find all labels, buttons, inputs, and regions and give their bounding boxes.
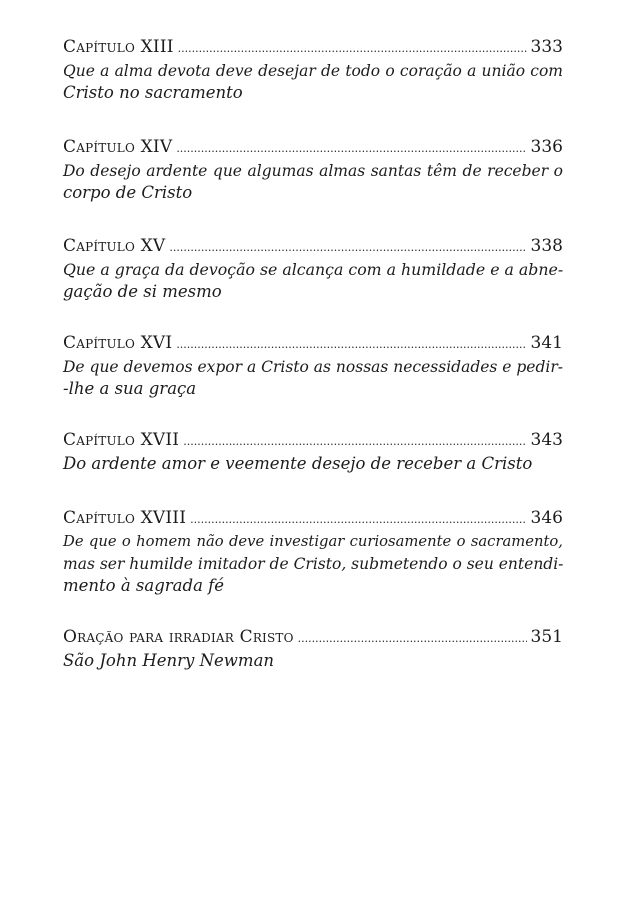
- toc-entry-title: Capítulo XVI: [63, 333, 173, 353]
- dot-leader: [298, 626, 527, 650]
- description-line: São John Henry Newman: [63, 651, 275, 670]
- toc-entry-page-number: 338: [530, 236, 563, 256]
- toc-entry: [63, 626, 563, 672]
- toc-entry-header: [63, 429, 563, 453]
- dot-leader: [176, 136, 526, 160]
- toc-entry: [63, 332, 563, 400]
- description-line: corpo de Cristo: [63, 183, 193, 202]
- dot-leader: [176, 332, 526, 356]
- toc-entry-title: Capítulo XVIII: [63, 508, 187, 528]
- toc-entry-title: Capítulo XIV: [63, 137, 173, 157]
- description-line: Do ardente amor e veemente desejo de receber a Cristo: [63, 454, 533, 473]
- description-line: De que o homem não deve investigar curiosamente o sacramento,: [63, 533, 563, 550]
- dot-leader: [190, 507, 526, 531]
- toc-entry-title: Oração para irradiar Cristo: [63, 627, 294, 647]
- toc-entry: [63, 507, 563, 597]
- toc-entry-header: [63, 136, 563, 160]
- toc-entry-page-number: 343: [530, 430, 563, 450]
- toc-entry-header: [63, 626, 563, 650]
- toc-entry-title: Capítulo XIII: [63, 37, 174, 57]
- toc-entry-description: [63, 356, 563, 400]
- toc-entry-description: [63, 259, 563, 303]
- description-line: Que a graça da devoção se alcança com a humildade e a abne-: [63, 260, 564, 279]
- toc-entry-header: [63, 235, 563, 259]
- toc-entry-description: [63, 453, 563, 475]
- toc-entry-page-number: 341: [530, 333, 563, 353]
- toc-entry-page-number: 351: [530, 627, 563, 647]
- toc-entry-page-number: 346: [530, 508, 563, 528]
- toc-entry-description: [63, 160, 563, 204]
- toc-entry-header: [63, 332, 563, 356]
- toc-entry-title: Capítulo XVII: [63, 430, 180, 450]
- dot-leader: [183, 429, 526, 453]
- description-line: mas ser humilde imitador de Cristo, submetendo o seu entendi-: [63, 555, 564, 573]
- toc-entry-page-number: 333: [530, 37, 563, 57]
- toc-entry: [63, 136, 563, 204]
- toc-entry-description: [63, 531, 563, 597]
- toc-entry-page-number: 336: [530, 137, 563, 157]
- toc-entry-description: [63, 60, 563, 104]
- description-line: -lhe a sua graça: [63, 379, 197, 398]
- toc-entry-description: [63, 650, 563, 672]
- dot-leader: [169, 235, 526, 259]
- toc-entry: [63, 36, 563, 104]
- toc-entry-title: Capítulo XV: [63, 236, 166, 256]
- dot-leader: [178, 36, 527, 60]
- toc-entry-header: [63, 36, 563, 60]
- toc-entry-header: [63, 507, 563, 531]
- description-line: Cristo no sacramento: [63, 83, 243, 102]
- description-line: De que devemos expor a Cristo as nossas necessidades e pedir-: [63, 358, 564, 376]
- description-line: Que a alma devota deve desejar de todo o coração a união com: [63, 62, 563, 80]
- toc-entry: [63, 235, 563, 303]
- description-line: mento à sagrada fé: [63, 576, 225, 595]
- description-line: gação de si mesmo: [63, 282, 222, 301]
- description-line: Do desejo ardente que algumas almas santas têm de receber o: [63, 162, 563, 180]
- toc-entry: [63, 429, 563, 475]
